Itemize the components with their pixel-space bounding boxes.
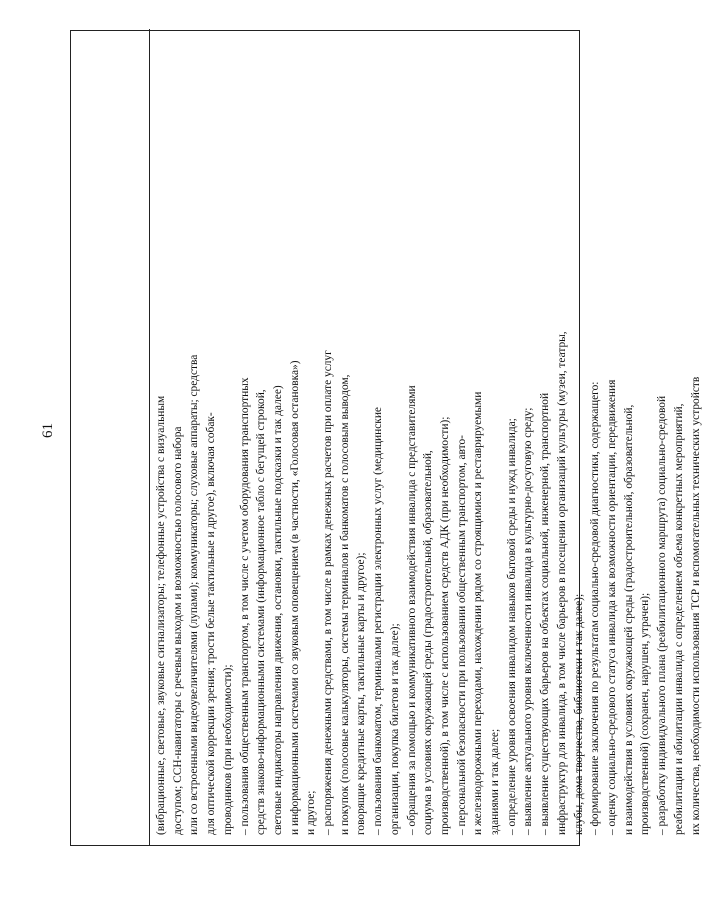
- text-line: – обращения за помощью и коммуникативного взаимодействия инвалида с представителями: [405, 385, 418, 835]
- text-line: световые индикаторы направления движения, остановки, тактильные подсказки и так далее): [271, 385, 284, 835]
- text-line: и информационными системами со звуковым оповещением (в частности, «Голосовая остановка»): [288, 360, 301, 835]
- text-line: – определение уровня освоения инвалидом навыков бытовой среды и нужд инвалида;: [505, 418, 518, 835]
- text-line: доступом; ССН-навигаторы с речевым выходом и возможностью голосового набора: [171, 426, 184, 835]
- text-line: инфраструктур для инвалида, в том числе барьеров в посещении организаций культуры (музеи, театры,: [555, 331, 568, 835]
- text-line: средств знаково-информационными системами (информационное табло с бегущей строкой,: [255, 389, 268, 835]
- text-line: клубы, дома творчества, библиотеки и так далее);: [572, 593, 585, 835]
- text-line: – распоряжения денежными средствами, в том числе в рамках денежных расчетов при оплате услуг: [322, 350, 335, 835]
- text-line: и другое;: [305, 790, 318, 835]
- text-line: производственной) (сохранен, нарушен, утрачен);: [639, 592, 652, 835]
- text-line: – оценку социально-средового статуса инвалида как возможности ориентации, передвижения: [605, 379, 618, 835]
- text-line: и покупок (голосовые калькуляторы, системы терминалов и банкоматов с голосовым выводом,: [338, 374, 351, 835]
- text-line: и железнодорожными переходами, нахождении рядом со строящимися и реставрируемыми: [472, 391, 485, 835]
- table-content-cell: [149, 29, 702, 845]
- text-line: – разработку индивидуального плана (реабилитационного маршрута) социально-средовой: [656, 395, 669, 835]
- text-line: для оптической коррекции зрения; трости белые тактильные и другое), включая собак-: [205, 412, 218, 835]
- text-line: – выявление существующих барьеров на объектах социальной, инженерной, транспортной: [539, 392, 552, 835]
- text-line: говорящие кредитные карты, тактильные карты и другое);: [355, 552, 368, 835]
- table-frame: [70, 30, 702, 846]
- page-number: 61: [40, 423, 56, 438]
- text-line: социума в условиях окружающей среды (градостроительной, образовательной,: [422, 450, 435, 835]
- text-line: (вибрационные, световые, звуковые сигнализаторы; телефонные устройства с визуальным: [155, 395, 167, 835]
- text-line: – выявление актуального уровня включенности инвалида в культурно-досуговую среду;: [522, 407, 535, 835]
- text-line: и взаимодействия в условиях окружающей среды (градостроительной, образовательной,: [622, 404, 635, 835]
- text-line: – пользования общественным транспортом, в том числе с учетом оборудования транспортных: [238, 377, 251, 835]
- text-line: – пользования банкоматом, терминалами регистрации электронных услуг (медицинские: [372, 407, 385, 835]
- text-line: – персональной безопасности при пользовании общественным транспортом, авто-: [455, 435, 468, 835]
- text-line: производственной), в том числе с использованием средств АДК (при необходимости);: [438, 416, 451, 835]
- text-line: их количества, необходимости использования ТСР и вспомогательных технических устройств: [689, 376, 702, 835]
- text-line: организации, покупка билетов и так далее);: [388, 623, 401, 835]
- text-line: – формирование заключения по результатам социально-средовой диагностики, содержащего:: [589, 381, 602, 835]
- rotated-table: [70, 30, 702, 846]
- table-left-column: [71, 29, 150, 845]
- text-line: или со встроенными видеоувеличителями (лупами); коммуникаторы; слуховые аппараты; средства: [188, 354, 201, 835]
- text-line: зданиями и так далее;: [489, 728, 502, 835]
- text-line: проводников (при необходимости);: [221, 664, 234, 835]
- text-line: реабилитации и абилитации инвалида с определением объема конкретных мероприятий,: [672, 403, 685, 835]
